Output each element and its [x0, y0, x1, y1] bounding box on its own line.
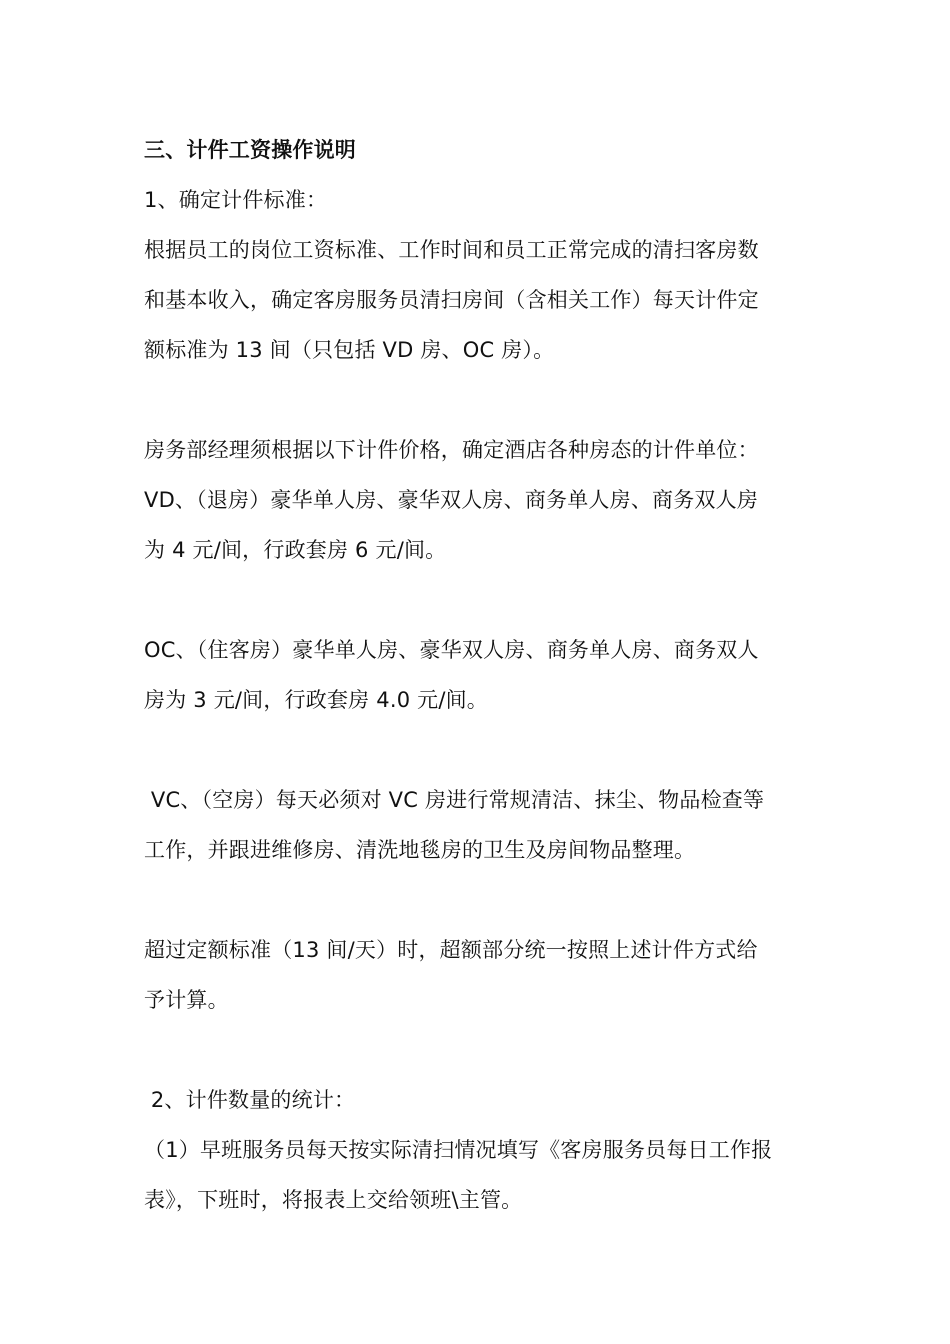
paragraph-6-line-2: 表》，下班时，将报表上交给领班\主管。: [144, 1188, 523, 1212]
paragraph-2-line-1: 房务部经理须根据以下计件价格，确定酒店各种房态的计件单位：: [144, 438, 759, 462]
section-1-title: 1、确定计件标准：: [144, 188, 328, 212]
paragraph-4-line-1: VC、（空房）每天必须对 VC 房进行常规清洁、抹尘、物品检查等: [144, 788, 765, 812]
paragraph-3-line-1: OC、（住客房）豪华单人房、豪华双人房、商务单人房、商务双人: [144, 638, 759, 662]
paragraph-3-line-2: 房为 3 元/间，行政套房 4.0 元/间。: [144, 688, 489, 712]
paragraph-4-line-2: 工作，并跟进维修房、清洗地毯房的卫生及房间物品整理。: [144, 838, 696, 862]
paragraph-1-line-1: 根据员工的岗位工资标准、工作时间和员工正常完成的清扫客房数: [144, 238, 759, 262]
paragraph-1-line-3: 额标准为 13 间（只包括 VD 房、OC 房）。: [144, 338, 555, 362]
paragraph-6-line-1: （1）早班服务员每天按实际清扫情况填写《客房服务员每日工作报: [144, 1138, 773, 1162]
paragraph-1-line-2: 和基本收入，确定客房服务员清扫房间（含相关工作）每天计件定: [144, 288, 759, 312]
paragraph-2-line-2: VD、（退房）豪华单人房、豪华双人房、商务单人房、商务双人房: [144, 488, 759, 512]
section-2-title: 2、计件数量的统计：: [144, 1088, 356, 1112]
paragraph-5-line-1: 超过定额标准（13 间/天）时，超额部分统一按照上述计件方式给: [144, 938, 758, 962]
paragraph-2-line-3: 为 4 元/间，行政套房 6 元/间。: [144, 538, 447, 562]
paragraph-5-line-2: 予计算。: [144, 988, 229, 1012]
section-heading: 三、计件工资操作说明: [144, 138, 356, 162]
